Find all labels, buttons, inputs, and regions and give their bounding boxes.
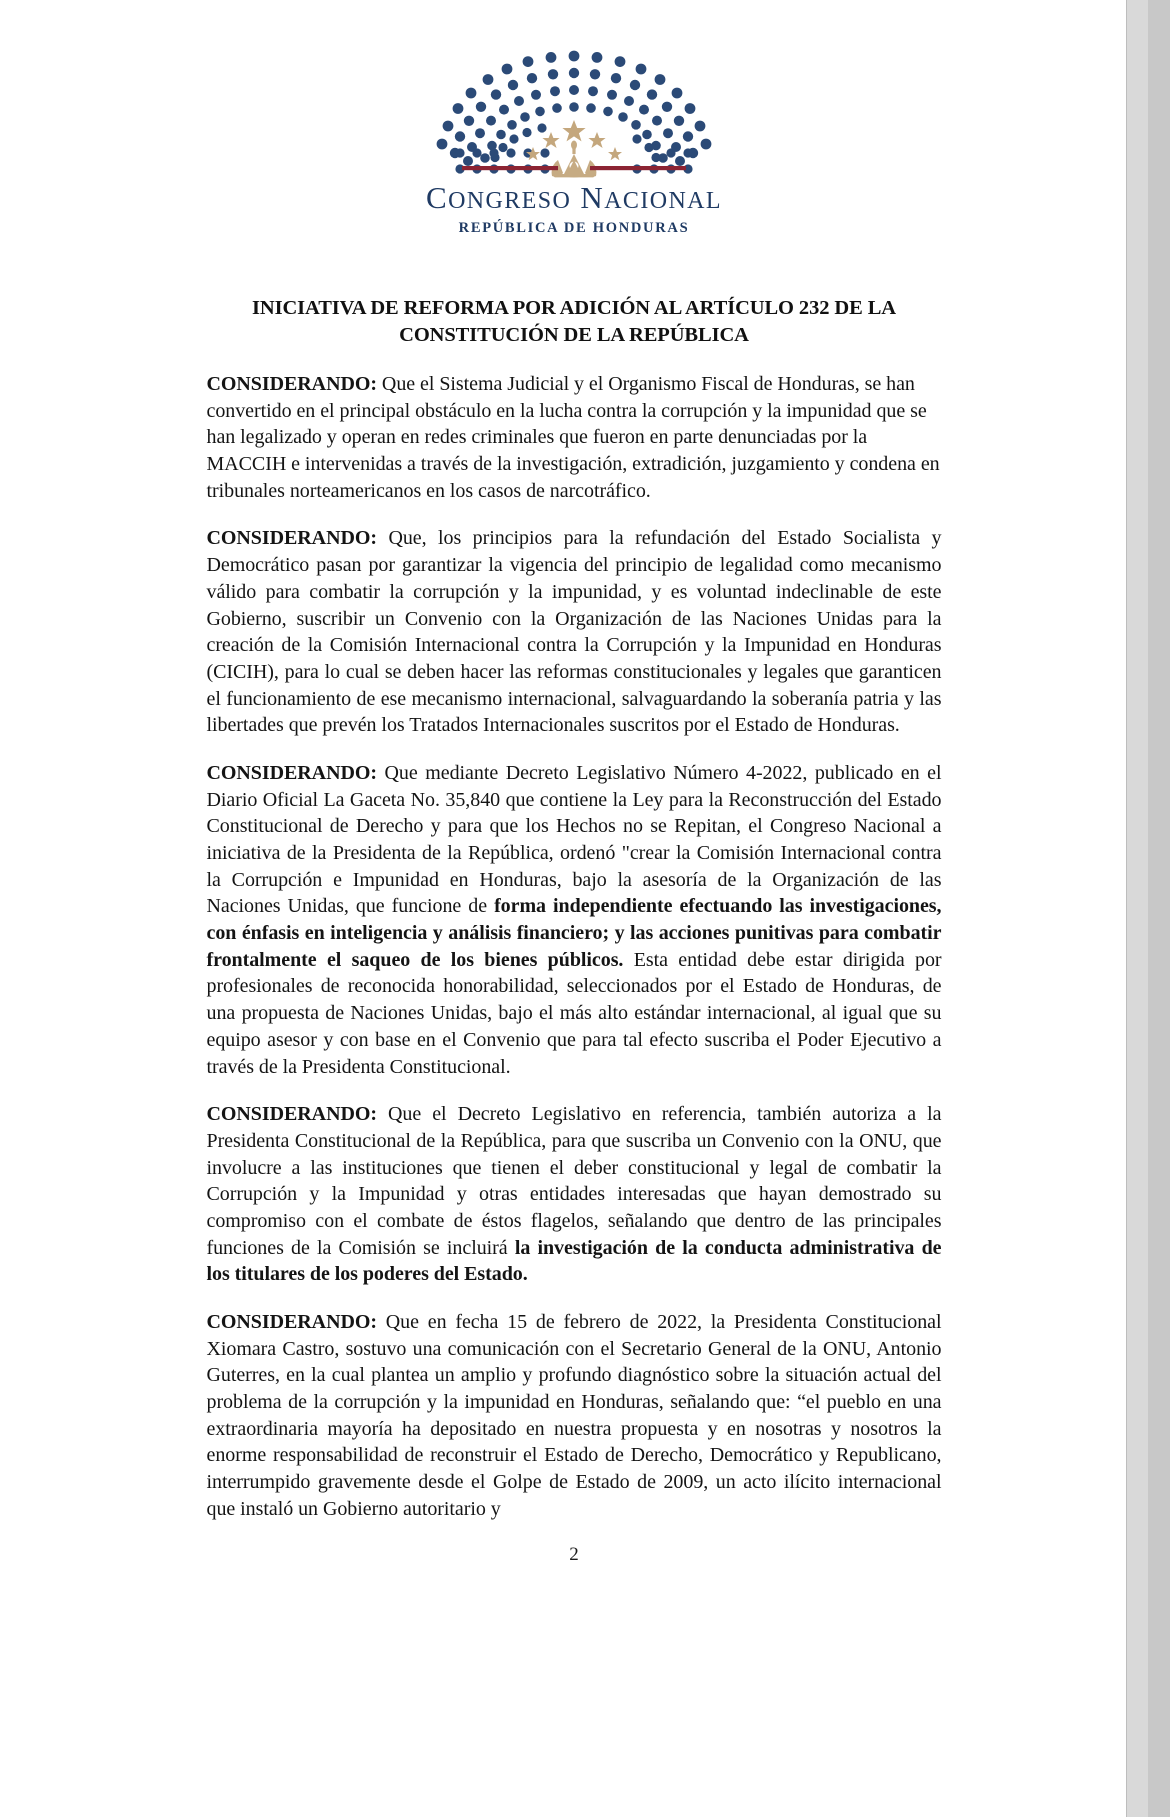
clause-considerando-2 (207, 525, 942, 739)
clause-considerando-5 (207, 1309, 942, 1523)
clause-emphasis-1: forma independiente efectuando las investigaciones, con énfasis en inteligencia y análisis financiero; (206, 895, 942, 945)
masthead (0, 0, 1148, 237)
clause-emphasis-2: y las acciones punitivas para combatir frontalmente el saqueo de los bienes públicos. (206, 922, 942, 971)
wordmark-c: C (426, 180, 449, 215)
clause-lead: CONSIDERANDO: (206, 761, 377, 784)
national-crest-icon (552, 141, 597, 178)
clause-text-part-1: Que el Decreto Legislativo en referencia, también autoriza a la Presidenta Constitucional de la República, para que suscriba un Convenio con la ONU, que involucre a las instituciones que tienen el deber constitucional y legal de combatir la Corrupción y la Impunidad y otras entidades interesadas que hayan demostrado su compromiso con el combate de éstos flagelos, señalando que dentro de las principales funciones de la Comisión se incluirá (206, 1103, 942, 1259)
clause-text-part-2: Esta entidad debe estar dirigida por profesionales de reconocida honorabilidad, seleccionados por el Estado de Honduras, de una propuesta de Naciones Unidas, bajo el más alto estándar internacional, al igual que su equipo asesor y con base en el Convenio que para tal efecto suscriba el Poder Ejecutivo a través de la Presidenta Constitucional. (206, 948, 942, 1078)
masthead-subtitle: REPÚBLICA DE HONDURAS (458, 219, 690, 236)
congreso-nacional-wordmark (426, 182, 722, 215)
page-title: INICIATIVA DE REFORMA POR ADICIÓN AL ARTÍCULO 232 DE LA CONSTITUCIÓN DE LA REPÚBLICA (251, 296, 896, 346)
clause-lead: CONSIDERANDO: (206, 1103, 377, 1126)
congreso-nacional-emblem-icon (434, 48, 714, 180)
document-body (207, 237, 942, 1523)
clause-text: Que, los principios para la refundación del Estado Socialista y Democrático pasan por garantizar la vigencia del principio de legalidad como mecanismo válido para combatir la corrupción y la impunidad, y es voluntad indeclinable de este Gobierno, suscribir un Convenio con la Organización de las Naciones Unidas para la creación de la Comisión Internacional contra la Corrupción y la Impunidad en Honduras (CICIH), para lo cual se deben hacer las reformas constitucionales y legales que garanticen el funcionamiento de ese mecanismo internacional, salvaguardando la soberanía patria y las libertades que prevén los Tratados Internacionales suscritos por el Estado de Honduras. (206, 527, 942, 737)
clause-text-part-1: Que mediante Decreto Legislativo Número 4-2022, publicado en el Diario Oficial La Gaceta No. 35,840 que contiene la Ley para la Reconstrucción del Estado Constitucional de Derecho y para que los Hechos no se Repitan, el Congreso Nacional a iniciativa de la Presidenta de la República, ordenó "crear la Comisión Internacional contra la Corrupción e Impunidad en Honduras, bajo la asesoría de la Organización de las Naciones Unidas, que funcione de (206, 761, 942, 918)
wordmark-ongreso: ONGRESO (448, 188, 572, 214)
clause-considerando-3 (207, 760, 942, 1080)
page-number: 2 (569, 1543, 579, 1565)
wordmark-n: N (580, 180, 605, 215)
clause-considerando-4 (207, 1101, 942, 1288)
page-edge-gutter (1126, 0, 1148, 1817)
clause-lead: CONSIDERANDO: (206, 527, 377, 550)
clause-lead: CONSIDERANDO: (206, 373, 377, 396)
clause-considerando-1 (207, 371, 942, 504)
clause-text: Que en fecha 15 de febrero de 2022, la Presidenta Constitucional Xiomara Castro, sostuvo una comunicación con el Secretario General de la ONU, Antonio Guterres, en la cual plantea un amplio y profundo diagnóstico sobre la situación actual del problema de la corrupción y la impunidad en Honduras, señalando que: “el pueblo en una extraordinaria mayoría ha depositado en nuestra propuesta y en nosotras y nosotros la enorme responsabilidad de reconstruir el Estado de Derecho, Democrático y Republicano, interrumpido gravemente desde el Golpe de Estado de 2009, un acto ilícito internacional que instaló un Gobierno autoritario y (206, 1311, 942, 1520)
clause-lead: CONSIDERANDO: (206, 1311, 377, 1334)
clause-emphasis-1: la investigación de la conducta administrativa de los titulares de los poderes del Estado. (206, 1236, 942, 1286)
wordmark-acional: ACIONAL (604, 188, 722, 214)
clause-text: Que el Sistema Judicial y el Organismo Fiscal de Honduras, se han convertido en el principal obstáculo en la lucha contra la corrupción y la impunidad que se han legalizado y operan en redes criminales que fueron en parte denunciadas por la MACCIH e intervenidas a través de la investigación, extradición, juzgamiento y condena en tribunales norteamericanos en los casos de narcotráfico. (206, 373, 940, 502)
